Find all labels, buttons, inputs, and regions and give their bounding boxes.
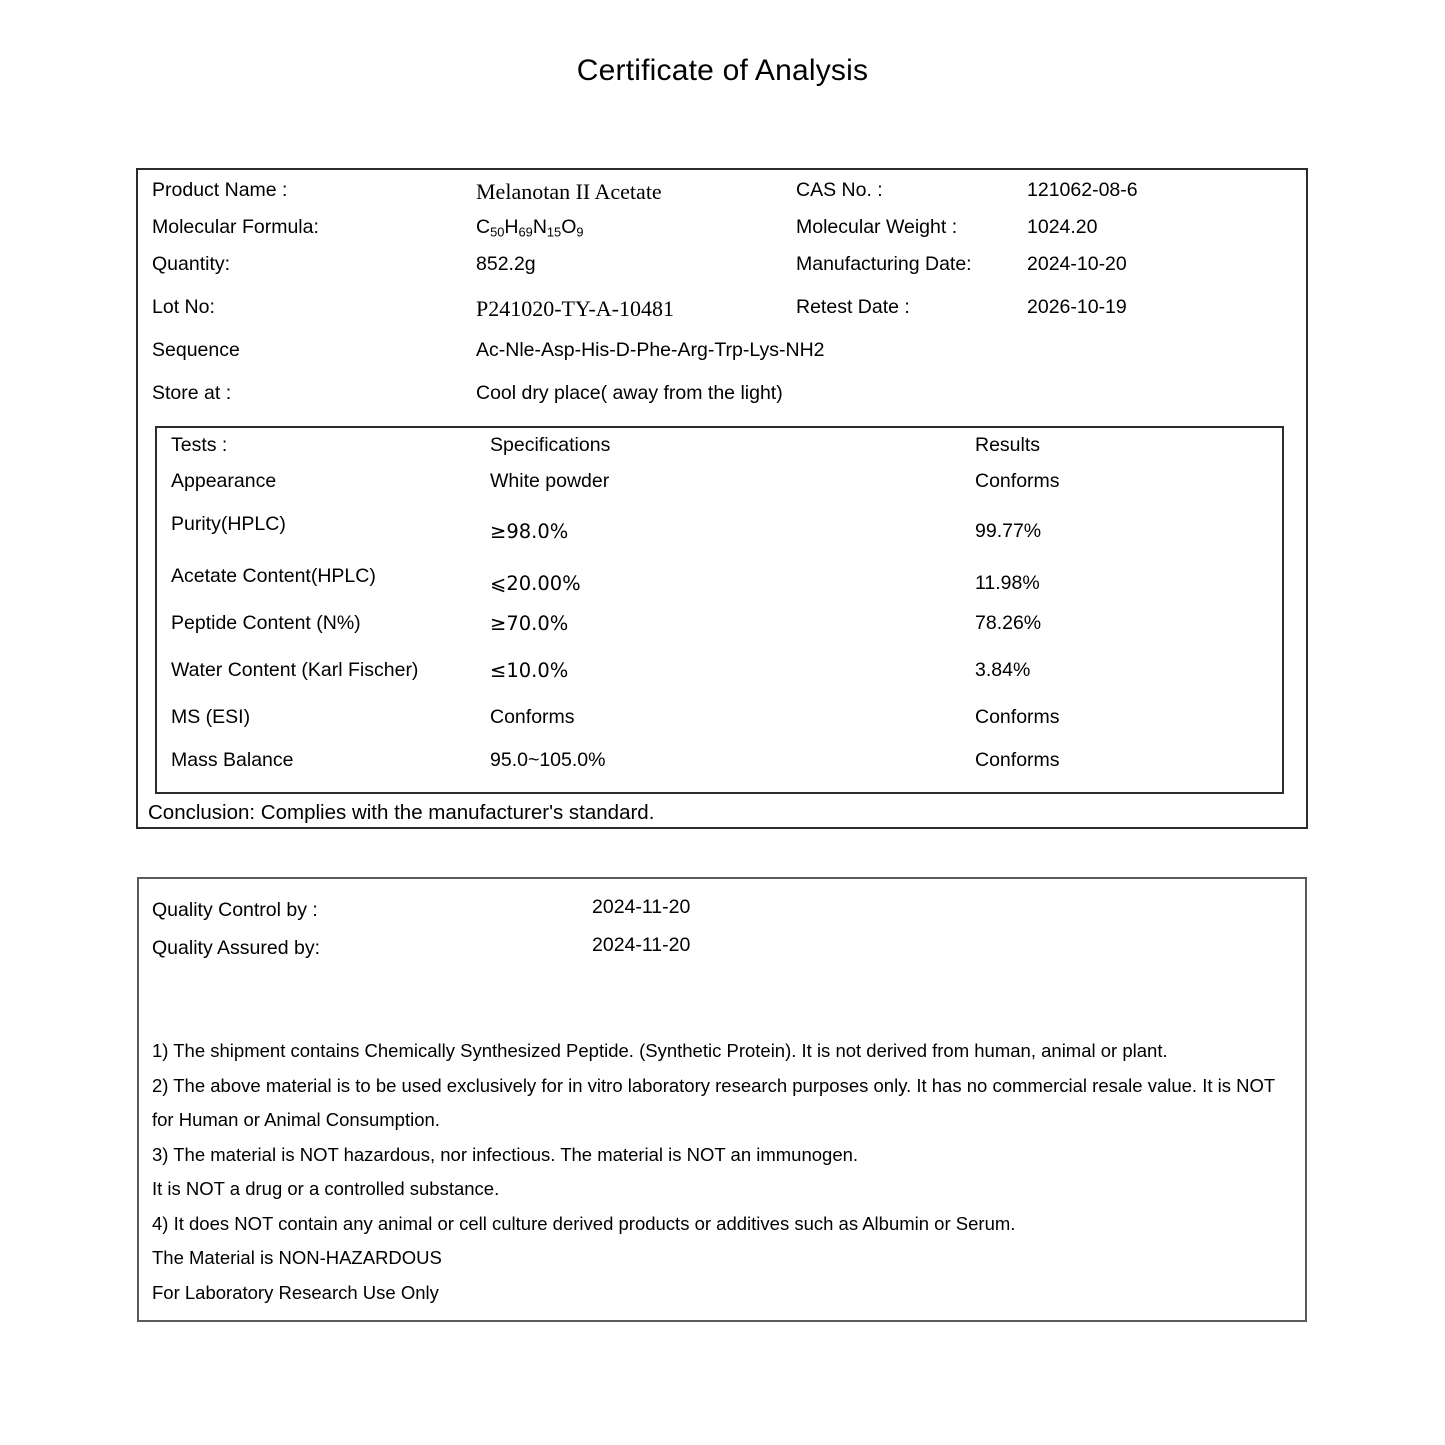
label-product-name: Product Name : <box>152 179 288 201</box>
table-row <box>157 513 1282 565</box>
table-row <box>157 612 1282 659</box>
signoff-row-quality-control <box>139 896 1305 937</box>
info-row-molecular-formula <box>138 216 1306 253</box>
info-row-quantity <box>138 253 1306 296</box>
cell-test-name: Appearance <box>171 470 277 492</box>
info-row-store-at <box>138 382 1306 419</box>
cell-result: 99.77% <box>975 520 1042 542</box>
formula-h: H <box>504 216 519 238</box>
signoff-row-quality-assured <box>139 934 1305 975</box>
table-row <box>157 749 1282 792</box>
value-quantity: 852.2g <box>476 253 536 275</box>
disclaimer-notes <box>152 1034 1298 1310</box>
product-information-panel <box>136 168 1308 829</box>
formula-o-sub: 9 <box>576 224 584 240</box>
test-results-table <box>155 426 1284 794</box>
info-row-product-name <box>138 179 1306 216</box>
cell-result: 11.98% <box>975 572 1040 594</box>
value-manufacturing-date: 2024-10-20 <box>1027 253 1127 275</box>
cell-spec: Conforms <box>490 706 575 728</box>
note-line: 1) The shipment contains Chemically Synthesized Peptide. (Synthetic Protein). It is not derived from human, animal or plant. <box>152 1040 1168 1061</box>
label-quality-assured-by: Quality Assured by: <box>152 937 320 959</box>
cell-spec: ≥70.0% <box>490 612 569 635</box>
formula-c: C <box>476 216 491 238</box>
note-line: 4) It does NOT contain any animal or cell culture derived products or additives such as Albumin or Serum. <box>152 1212 1016 1234</box>
cell-result: Conforms <box>975 470 1060 492</box>
cell-test-name: Water Content (Karl Fischer) <box>171 659 419 681</box>
column-header-results: Results <box>975 434 1041 456</box>
value-lot-no: P241020-TY-A-10481 <box>476 296 674 321</box>
value-cas-no: 121062-08-6 <box>1027 179 1138 201</box>
cell-test-name: MS (ESI) <box>171 706 251 728</box>
table-header-row <box>157 428 1282 470</box>
label-cas-no: CAS No. : <box>796 179 883 201</box>
value-molecular-weight: 1024.20 <box>1027 216 1098 238</box>
note-line: For Laboratory Research Use Only <box>152 1281 439 1303</box>
value-quality-control-date: 2024-11-20 <box>592 896 691 918</box>
label-molecular-weight: Molecular Weight : <box>796 216 958 238</box>
cell-spec: ≥98.0% <box>490 520 569 543</box>
cell-test-name: Mass Balance <box>171 749 294 771</box>
label-molecular-formula: Molecular Formula: <box>152 216 319 238</box>
note-line: The Material is NON-HAZARDOUS <box>152 1247 442 1268</box>
note-line: 3) The material is NOT hazardous, nor infectious. The material is NOT an immunogen. <box>152 1143 859 1165</box>
cell-spec: ≤10.0% <box>490 659 569 682</box>
product-info-grid <box>138 170 1306 419</box>
page-title: Certificate of Analysis <box>576 54 869 87</box>
cell-result: 78.26% <box>975 612 1042 634</box>
formula-o: O <box>561 216 577 238</box>
value-store-at: Cool dry place( away from the light) <box>476 382 783 404</box>
cell-spec: White powder <box>490 470 610 492</box>
cell-result: 3.84% <box>975 659 1031 681</box>
formula-h-sub: 69 <box>518 224 533 240</box>
signoff-grid <box>139 896 1305 975</box>
label-quantity: Quantity: <box>152 253 231 275</box>
column-header-specifications: Specifications <box>490 434 611 456</box>
table-row <box>157 659 1282 706</box>
label-quality-control-by: Quality Control by : <box>152 899 318 921</box>
value-retest-date: 2026-10-19 <box>1027 296 1127 318</box>
cell-test-name: Acetate Content(HPLC) <box>171 565 376 587</box>
label-manufacturing-date: Manufacturing Date: <box>796 253 972 275</box>
cell-test-name: Purity(HPLC) <box>171 513 286 535</box>
cell-result: Conforms <box>975 706 1060 728</box>
table-row <box>157 470 1282 513</box>
cell-spec: 95.0~105.0% <box>490 749 606 771</box>
formula-n: N <box>532 216 547 238</box>
table-row <box>157 565 1282 612</box>
formula-n-sub: 15 <box>546 224 562 240</box>
column-header-tests: Tests : <box>171 434 228 456</box>
info-row-lot-no <box>138 296 1306 339</box>
info-row-sequence <box>138 339 1306 382</box>
label-store-at: Store at : <box>152 382 232 404</box>
note-line: 2) The above material is to be used exclusively for in vitro laboratory research purposes only. It has no commercial resale value. It is NOT for Human or Animal Consumption. <box>152 1074 1275 1130</box>
value-molecular-formula <box>476 216 584 240</box>
cell-result: Conforms <box>975 749 1060 771</box>
label-lot-no: Lot No: <box>152 296 215 318</box>
value-quality-assured-date: 2024-11-20 <box>592 934 691 956</box>
conclusion-text: Conclusion: Complies with the manufacturer's standard. <box>148 801 655 824</box>
cell-spec: ⩽20.00% <box>490 572 581 595</box>
signoff-and-notes-panel <box>137 877 1307 1322</box>
table-row <box>157 706 1282 749</box>
value-product-name: Melanotan II Acetate <box>476 179 662 204</box>
cell-test-name: Peptide Content (N%) <box>171 612 361 634</box>
formula-c-sub: 50 <box>490 224 505 240</box>
label-sequence: Sequence <box>152 339 240 361</box>
value-sequence: Ac-Nle-Asp-His-D-Phe-Arg-Trp-Lys-NH2 <box>476 339 825 361</box>
note-line: It is NOT a drug or a controlled substance. <box>152 1178 500 1199</box>
label-retest-date: Retest Date : <box>796 296 910 318</box>
